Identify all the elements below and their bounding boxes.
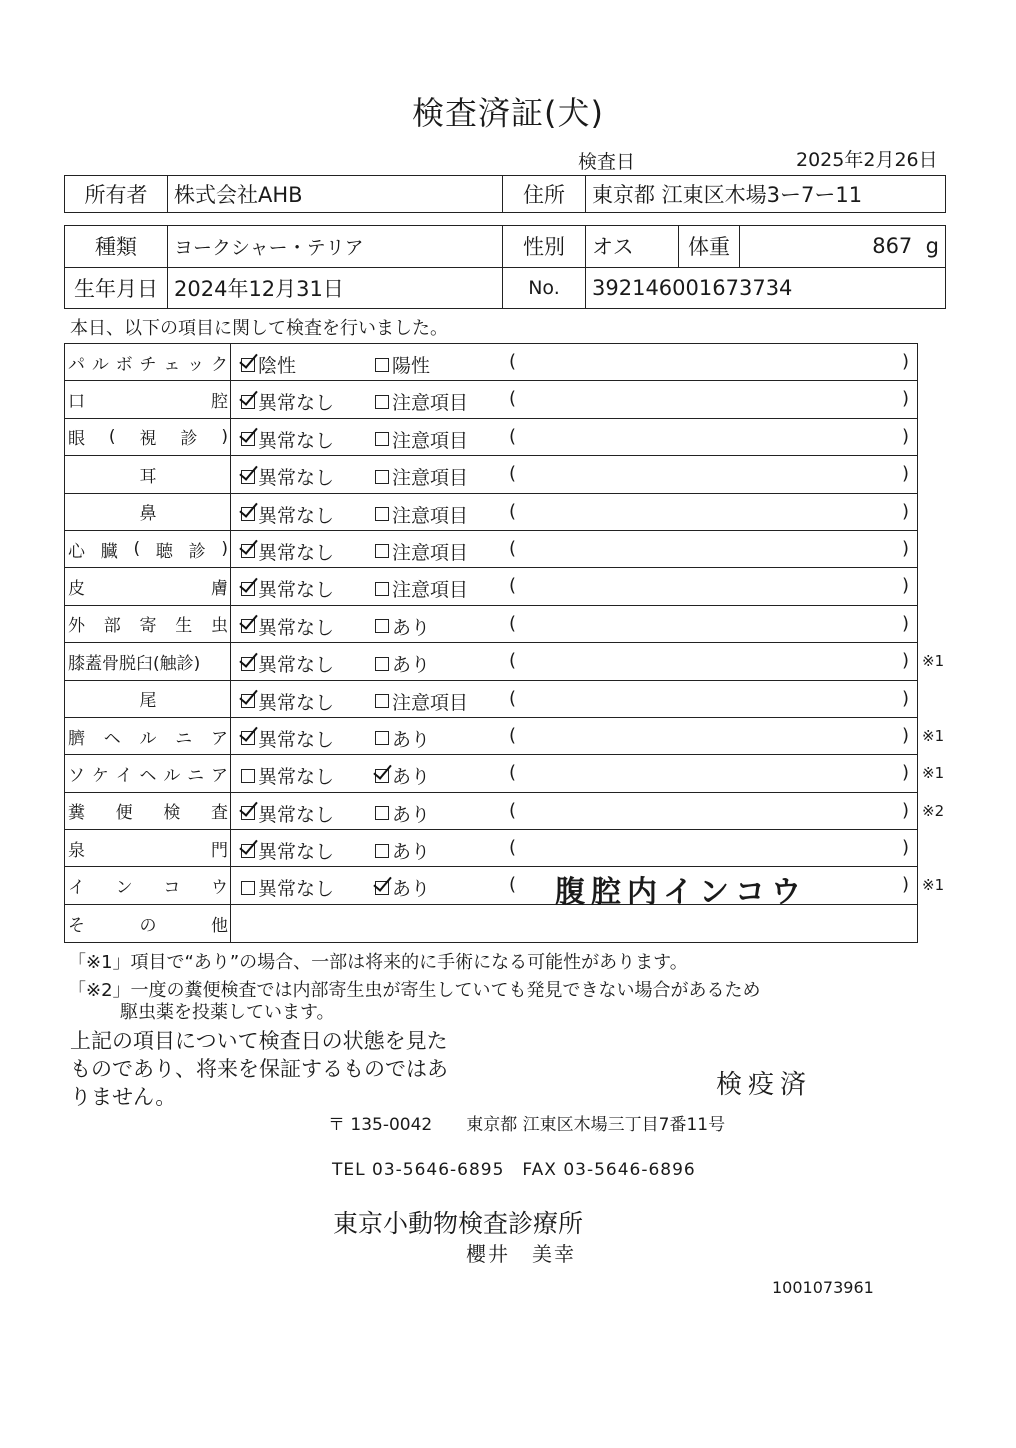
- note-close-paren: ): [901, 687, 909, 709]
- clinic-phone: TEL 03-5646-6895 FAX 03-5646-6896: [332, 1160, 696, 1180]
- disclaimer: 上記の項目について検査日の状態を見たものであり、将来を保証するものではありません。: [70, 1029, 448, 1109]
- option-abnormal[interactable]: [375, 613, 430, 640]
- no-label: No.: [503, 267, 586, 309]
- checklist-row: [65, 381, 917, 418]
- row-label: 皮 膚: [65, 568, 231, 604]
- option-label: 異常なし: [258, 579, 335, 602]
- option-normal[interactable]: [241, 388, 334, 415]
- row-label: ソ ケ イ ヘ ル ニ ア: [65, 755, 231, 791]
- option-label: 異常なし: [258, 728, 335, 751]
- footnote-mark: ※2: [922, 801, 945, 820]
- note-close-paren: ): [901, 463, 909, 485]
- note-close-paren: ): [901, 762, 909, 784]
- checkbox-icon[interactable]: [375, 358, 389, 372]
- checkbox-icon[interactable]: [241, 507, 255, 521]
- checkbox-icon[interactable]: [241, 582, 255, 596]
- weight-value: 867: [872, 234, 913, 259]
- note-open-paren: (: [509, 537, 517, 559]
- checklist-row: [65, 718, 945, 755]
- option-label: 注意項目: [392, 691, 469, 714]
- note-open-paren: (: [509, 612, 517, 634]
- veterinarian-name: 櫻井 美幸: [466, 1242, 576, 1266]
- option-label: 注意項目: [392, 541, 469, 564]
- option-normal[interactable]: [241, 800, 334, 827]
- checkbox-icon[interactable]: [375, 507, 389, 521]
- footnote-mark: ※1: [922, 764, 945, 783]
- checklist-row: [65, 867, 945, 911]
- note-close-paren: ): [901, 425, 909, 447]
- checkbox-icon[interactable]: [375, 806, 389, 820]
- checkbox-icon[interactable]: [241, 844, 255, 858]
- note-open-paren: (: [509, 687, 517, 709]
- dob-value: 2024年12月31日: [168, 267, 503, 309]
- checklist-row: [65, 755, 945, 792]
- exam-date-label: 検査日: [578, 151, 636, 173]
- option-abnormal[interactable]: [375, 762, 430, 789]
- footnote-mark: ※1: [922, 726, 945, 745]
- option-label: あり: [392, 803, 431, 826]
- checkbox-icon[interactable]: [241, 769, 255, 783]
- option-label: 注意項目: [392, 579, 469, 602]
- checklist-row: [65, 568, 917, 605]
- option-label: あり: [392, 728, 431, 751]
- handwritten-note: 腹腔内インコウ: [555, 875, 807, 911]
- option-abnormal[interactable]: [375, 800, 430, 827]
- option-abnormal[interactable]: [375, 351, 430, 378]
- option-label: 異常なし: [258, 841, 335, 864]
- address-label: 住所: [503, 176, 586, 213]
- footnote-mark: ※1: [922, 652, 945, 671]
- option-abnormal[interactable]: [375, 725, 430, 752]
- row-label: 尾: [65, 681, 231, 717]
- row-label: パ ル ボ チ ェ ッ ク: [65, 344, 231, 380]
- checkbox-icon[interactable]: [241, 470, 255, 484]
- checkbox-icon[interactable]: [375, 657, 389, 671]
- note-open-paren: (: [509, 874, 517, 896]
- checklist-row: [65, 494, 917, 531]
- row-label: 糞 便 検 査: [65, 793, 231, 829]
- option-label: 陽性: [392, 355, 431, 377]
- option-normal[interactable]: [241, 837, 334, 864]
- note-close-paren: ): [901, 537, 909, 559]
- note-open-paren: (: [509, 500, 517, 522]
- option-label: 注意項目: [392, 429, 469, 452]
- checkbox-icon[interactable]: [375, 694, 389, 708]
- checkbox-icon[interactable]: [375, 470, 389, 484]
- option-normal[interactable]: [241, 874, 334, 901]
- option-normal[interactable]: [241, 762, 334, 789]
- note-close-paren: ): [901, 500, 909, 522]
- checklist-row: [65, 531, 917, 568]
- option-label: あり: [392, 654, 431, 677]
- option-normal[interactable]: [241, 575, 334, 602]
- option-abnormal[interactable]: [375, 501, 468, 528]
- option-label: 注意項目: [392, 392, 469, 415]
- option-abnormal[interactable]: [375, 426, 468, 453]
- note-close-paren: ): [901, 575, 909, 597]
- option-normal[interactable]: [241, 463, 334, 490]
- option-abnormal[interactable]: [375, 688, 468, 715]
- option-label: 注意項目: [392, 467, 469, 490]
- row-label: そ の 他: [65, 905, 231, 942]
- checklist-row: [65, 643, 945, 680]
- note-close-paren: ): [901, 874, 909, 896]
- document-number: 1001073961: [772, 1278, 874, 1297]
- option-normal[interactable]: [241, 501, 334, 528]
- checkbox-icon[interactable]: [375, 582, 389, 596]
- option-label: 異常なし: [258, 504, 335, 527]
- checkbox-icon[interactable]: [241, 881, 255, 895]
- note-open-paren: (: [509, 724, 517, 746]
- checkbox-icon[interactable]: [241, 358, 255, 372]
- breed-label: 種類: [65, 226, 168, 268]
- checkbox-icon[interactable]: [241, 395, 255, 409]
- option-normal[interactable]: [241, 351, 296, 378]
- note-open-paren: (: [509, 351, 517, 372]
- option-label: 異常なし: [258, 392, 335, 415]
- note-open-paren: (: [509, 388, 517, 410]
- dob-label: 生年月日: [65, 267, 168, 309]
- checkbox-icon[interactable]: [375, 619, 389, 633]
- owner-table: [64, 175, 946, 213]
- checklist-row: [65, 905, 917, 942]
- note-open-paren: (: [509, 837, 517, 859]
- checkbox-icon[interactable]: [241, 806, 255, 820]
- row-label: 臍 ヘ ル ニ ア: [65, 718, 231, 754]
- option-abnormal[interactable]: [375, 575, 468, 602]
- row-label: 口 腔: [65, 381, 231, 417]
- clinic-address: 〒 135-0042 東京都 江東区木場三丁目7番11号: [328, 1115, 726, 1135]
- checkbox-icon[interactable]: [375, 881, 389, 895]
- intro-text: 本日、以下の項目に関して検査を行いました。: [70, 318, 448, 339]
- checklist-row: [65, 419, 917, 456]
- option-label: 陰性: [258, 355, 297, 377]
- option-abnormal[interactable]: [375, 388, 468, 415]
- option-normal[interactable]: [241, 650, 334, 677]
- note-open-paren: (: [509, 762, 517, 784]
- option-label: 異常なし: [258, 654, 335, 677]
- option-label: 注意項目: [392, 504, 469, 527]
- exam-date: 2025年2月26日: [796, 149, 938, 171]
- note-close-paren: ): [901, 650, 909, 672]
- checkbox-icon[interactable]: [241, 619, 255, 633]
- exam-checklist: [64, 343, 945, 943]
- checklist-row: [65, 793, 945, 830]
- footnote-2: 「※2」一度の糞便検査では内部寄生虫が寄生していても発見できない場合があるため: [68, 980, 761, 1001]
- clinic-name: 東京小動物検査診療所: [333, 1209, 584, 1238]
- option-label: 異常なし: [258, 878, 335, 901]
- option-label: あり: [392, 616, 431, 639]
- option-abnormal[interactable]: [375, 837, 430, 864]
- row-label: 耳: [65, 456, 231, 492]
- checklist-row: [65, 344, 917, 381]
- checkbox-icon[interactable]: [375, 544, 389, 558]
- checkbox-icon[interactable]: [375, 432, 389, 446]
- row-label: 外 部 寄 生 虫: [65, 606, 231, 642]
- option-normal[interactable]: [241, 688, 334, 715]
- weight-label: 体重: [679, 226, 740, 268]
- option-label: あり: [392, 878, 431, 901]
- checkbox-icon[interactable]: [241, 731, 255, 745]
- checklist-row: [65, 681, 917, 718]
- footnote-mark: ※1: [922, 876, 945, 895]
- checklist-row: [65, 606, 917, 643]
- option-label: 異常なし: [258, 766, 335, 789]
- note-open-paren: (: [509, 575, 517, 597]
- option-normal[interactable]: [241, 725, 334, 752]
- weight-unit: g: [925, 234, 939, 259]
- owner-label: 所有者: [65, 176, 168, 213]
- weight-cell: [740, 226, 946, 268]
- checkbox-icon[interactable]: [375, 769, 389, 783]
- checkbox-icon[interactable]: [241, 694, 255, 708]
- no-value: 392146001673734: [586, 267, 946, 309]
- checkbox-icon[interactable]: [375, 731, 389, 745]
- checkbox-icon[interactable]: [375, 395, 389, 409]
- row-label: 眼 ( 視 診 ): [65, 419, 231, 455]
- note-open-paren: (: [509, 799, 517, 821]
- option-abnormal[interactable]: [375, 650, 430, 677]
- note-close-paren: ): [901, 837, 909, 859]
- checklist-row: [65, 830, 917, 867]
- option-abnormal[interactable]: [375, 463, 468, 490]
- note-open-paren: (: [509, 425, 517, 447]
- option-label: 異常なし: [258, 429, 335, 452]
- option-abnormal[interactable]: [375, 874, 430, 901]
- option-abnormal[interactable]: [375, 538, 468, 565]
- checkbox-icon[interactable]: [375, 844, 389, 858]
- option-label: 異常なし: [258, 541, 335, 564]
- note-close-paren: ): [901, 724, 909, 746]
- option-label: あり: [392, 766, 431, 789]
- footnote-2-continued: 駆虫薬を投薬しています。: [120, 1002, 335, 1023]
- footnote-1: 「※1」項目で“あり”の場合、一部は将来的に手術になる可能性があります。: [68, 952, 688, 973]
- option-normal[interactable]: [241, 426, 334, 453]
- note-close-paren: ): [901, 799, 909, 821]
- note-open-paren: (: [509, 463, 517, 485]
- row-label: 鼻: [65, 494, 231, 530]
- note-close-paren: ): [901, 351, 909, 372]
- option-label: 異常なし: [258, 616, 335, 639]
- sex-value: オス: [586, 226, 679, 268]
- option-normal[interactable]: [241, 613, 334, 640]
- note-close-paren: ): [901, 612, 909, 634]
- row-label: 膝蓋骨脱臼(触診): [65, 643, 231, 679]
- row-label: イ ン コ ウ: [65, 867, 231, 903]
- option-label: 異常なし: [258, 691, 335, 714]
- checkbox-icon[interactable]: [241, 544, 255, 558]
- option-label: あり: [392, 841, 431, 864]
- document-title: 検査済証(犬): [412, 94, 604, 132]
- option-label: 異常なし: [258, 803, 335, 826]
- note-open-paren: (: [509, 650, 517, 672]
- checkbox-icon[interactable]: [241, 657, 255, 671]
- option-label: 異常なし: [258, 467, 335, 490]
- sex-label: 性別: [503, 226, 586, 268]
- row-label: 心 臓 ( 聴 診 ): [65, 531, 231, 567]
- checklist-row: [65, 456, 917, 493]
- breed-value: ヨークシャー・テリア: [168, 226, 503, 268]
- address-value: 東京都 江東区木場3ー7ー11: [586, 176, 946, 213]
- owner-value: 株式会社AHB: [168, 176, 503, 213]
- checkbox-icon[interactable]: [241, 432, 255, 446]
- option-normal[interactable]: [241, 538, 334, 565]
- animal-table: [64, 225, 946, 309]
- row-label: 泉 門: [65, 830, 231, 866]
- note-close-paren: ): [901, 388, 909, 410]
- quarantine-stamp: 検疫済: [716, 1070, 813, 1100]
